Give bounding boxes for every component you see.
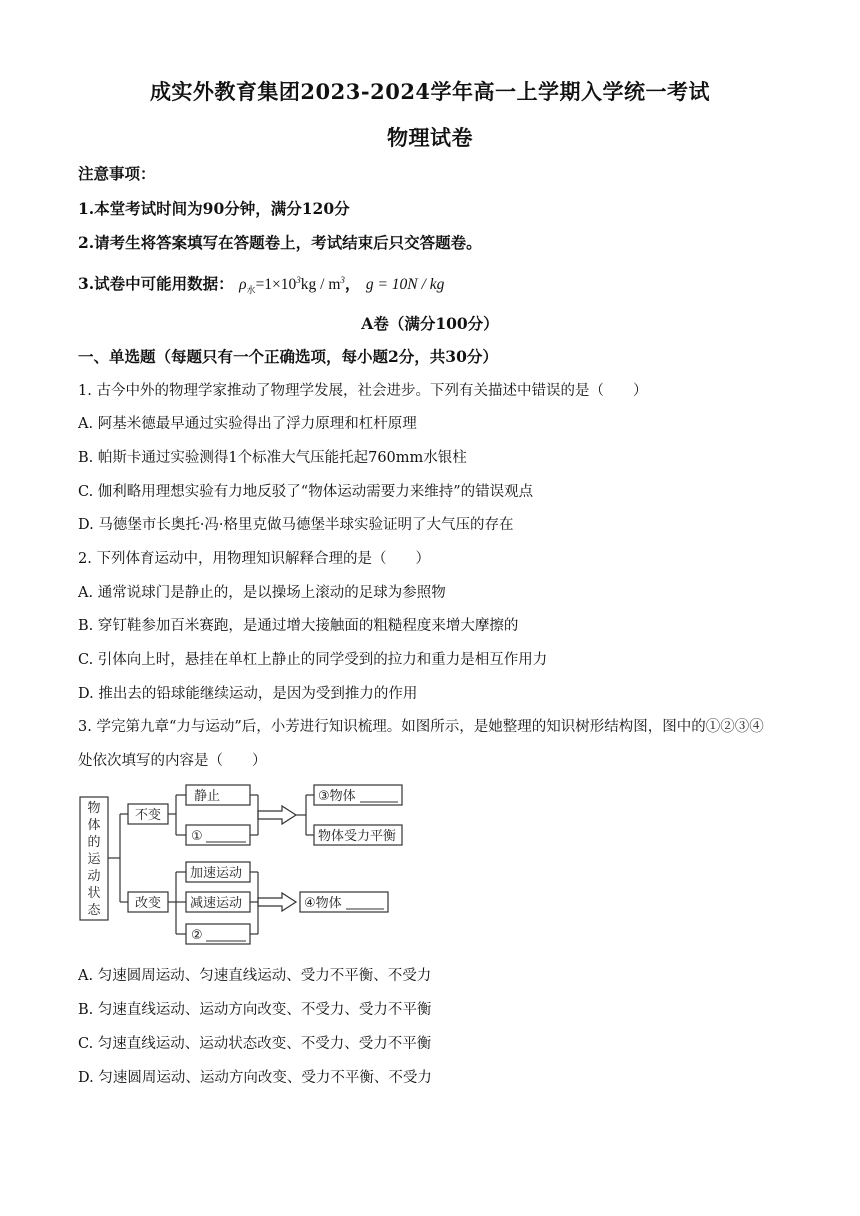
result-4-label: ④物体	[304, 896, 342, 911]
note-item-2: 2.请考生将答案填写在答题卷上，考试结束后只交答题卷。	[78, 233, 482, 252]
question-3-option-b: B. 匀速直线运动、运动方向改变、不受力、受力不平衡	[78, 1002, 432, 1018]
question-2-option-b: B. 穿钉鞋参加百米赛跑，是通过增大接触面的粗糙程度来增大摩擦的	[78, 618, 519, 634]
rho-value: =1×10	[255, 276, 297, 293]
density-formula	[239, 274, 345, 296]
knowledge-tree-diagram	[70, 778, 420, 948]
rho-symbol: ρ	[239, 276, 247, 293]
question-3-stem-line-1: 3. 学完第九章“力与运动”后，小芳进行知识梳理。如图所示，是她整理的知识树形结构图，图中的①②③④	[78, 719, 764, 735]
paper-a-heading: A卷（满分100分）	[361, 314, 499, 333]
result-3-label: ③物体	[318, 789, 356, 804]
data-label: 3.试卷中可能用数据：	[78, 274, 234, 293]
question-1-option-c: C. 伽利略用理想实验有力地反驳了“物体运动需要力来维持”的错误观点	[78, 484, 534, 500]
root-char-4: 运	[87, 852, 101, 867]
question-3-stem-line-2: 处依次填写的内容是（ ）	[78, 753, 267, 769]
root-char-5: 动	[87, 869, 101, 884]
root-char-7: 态	[87, 903, 101, 918]
question-1-option-b: B. 帕斯卡通过实验测得1个标准大气压能托起760mm水银柱	[78, 450, 467, 466]
notes-heading: 注意事项：	[78, 164, 156, 183]
rho-subscript: 水	[246, 285, 256, 296]
decelerate-label: 减速运动	[190, 896, 243, 911]
root-char-3: 的	[87, 835, 101, 850]
question-2-option-d: D. 推出去的铅球能继续运动，是因为受到推力的作用	[78, 686, 418, 702]
upper-arrow	[258, 806, 296, 824]
lower-arrow	[258, 893, 296, 911]
static-label: 静止	[194, 789, 221, 804]
note-item-3	[78, 272, 444, 296]
gravity-formula: g = 10N / kg	[365, 276, 445, 293]
question-1-stem: 1. 古今中外的物理学家推动了物理学发展，社会进步。下列有关描述中错误的是（ ）	[78, 383, 648, 399]
question-1-option-d: D. 马德堡市长奥托·冯·格里克做马德堡半球实验证明了大气压的存在	[78, 517, 514, 533]
section-heading: 一、单选题（每题只有一个正确选项，每小题2分，共30分）	[78, 347, 498, 366]
exam-subtitle: 物理试卷	[387, 125, 473, 150]
question-2-stem: 2. 下列体育运动中，用物理知识解释合理的是（ ）	[78, 551, 430, 567]
root-char-6: 状	[87, 886, 101, 901]
question-3-option-d: D. 匀速圆周运动、运动方向改变、受力不平衡、不受力	[78, 1070, 432, 1086]
unchanged-label: 不变	[134, 808, 162, 823]
question-2-option-c: C. 引体向上时，悬挂在单杠上静止的同学受到的拉力和重力是相互作用力	[78, 652, 548, 668]
blank-2-label: ②	[191, 928, 203, 943]
accelerate-label: 加速运动	[190, 866, 243, 881]
question-3-option-a: A. 匀速圆周运动、匀速直线运动、受力不平衡、不受力	[78, 968, 432, 984]
question-3-option-c: C. 匀速直线运动、运动状态改变、不受力、受力不平衡	[78, 1036, 432, 1052]
question-2-option-a: A. 通常说球门是静止的，是以操场上滚动的足球为参照物	[78, 585, 446, 601]
blank-1-label: ①	[191, 829, 203, 844]
balanced-label: 物体受力平衡	[318, 829, 397, 844]
changed-label: 改变	[134, 896, 162, 911]
note-item-1: 1.本堂考试时间为90分钟，满分120分	[78, 199, 350, 218]
root-char-2: 体	[87, 818, 101, 833]
exam-title: 成实外教育集团2023-2024学年高一上学期入学统一考试	[149, 79, 711, 104]
question-1-option-a: A. 阿基米德最早通过实验得出了浮力原理和杠杆原理	[78, 416, 417, 432]
rho-exponent: 3	[296, 274, 301, 285]
rho-unit: kg / m	[300, 276, 341, 293]
rho-unit-exponent: 3	[340, 274, 345, 285]
formula-separator: ，	[344, 274, 361, 293]
root-char-1: 物	[87, 801, 101, 816]
